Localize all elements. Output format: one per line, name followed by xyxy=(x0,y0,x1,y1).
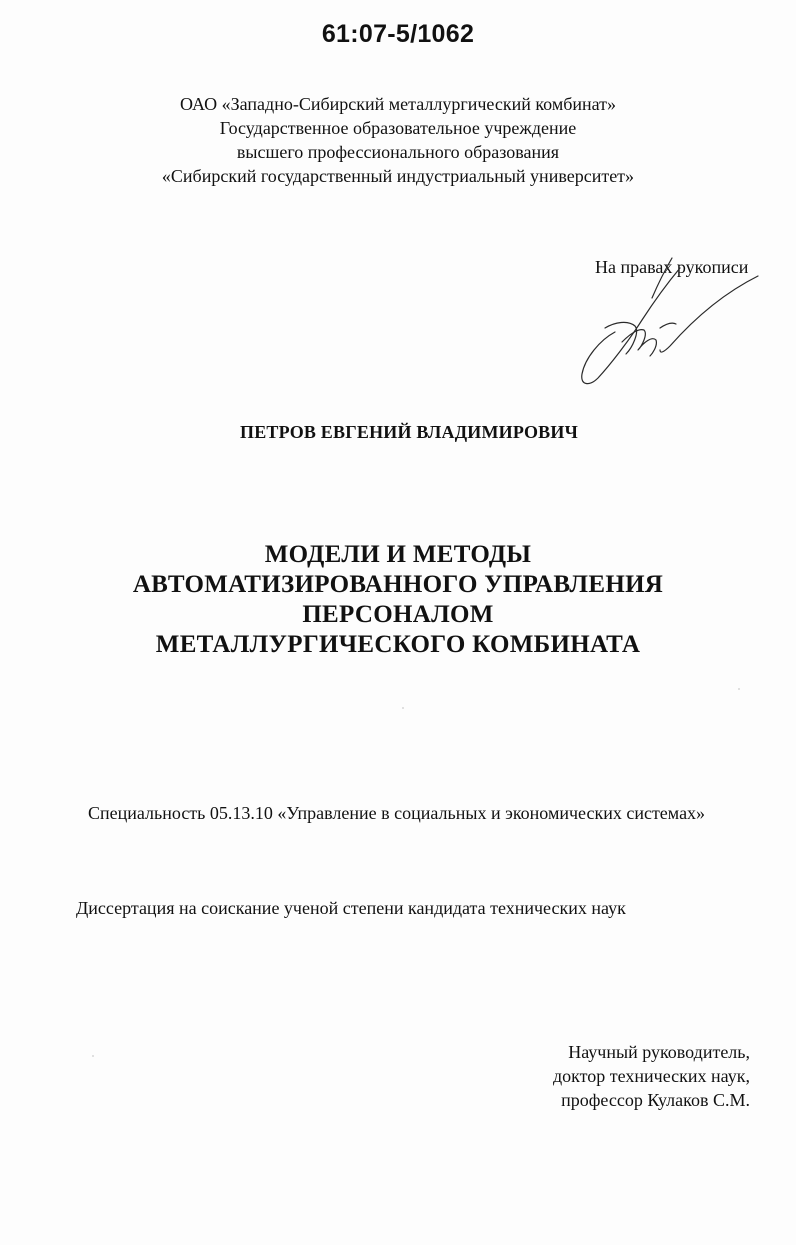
signature-stroke xyxy=(605,322,637,354)
scan-speck xyxy=(402,707,404,709)
institution-line: ОАО «Западно-Сибирский металлургический комбинат» xyxy=(179,94,617,114)
signature-stroke xyxy=(660,323,676,328)
catalog-code-stamp: 61:07-5/1062 xyxy=(321,20,475,48)
supervisor-line: доктор технических наук, xyxy=(553,1066,750,1086)
author-name: ПЕТРОВ ЕВГЕНИЙ ВЛАДИМИРОВИЧ xyxy=(240,422,578,442)
degree-line: Диссертация на соискание ученой степени кандидата технических наук xyxy=(76,898,626,918)
title-line: МЕТАЛЛУРГИЧЕСКОГО КОМБИНАТА xyxy=(155,631,641,658)
handwritten-signature xyxy=(560,250,760,400)
supervisor-line: Научный руководитель, xyxy=(568,1042,750,1062)
signature-stroke xyxy=(582,268,680,384)
title-line: ПЕРСОНАЛОМ xyxy=(302,601,494,628)
title-line: МОДЕЛИ И МЕТОДЫ xyxy=(264,541,532,568)
institution-line: Государственное образовательное учреждение xyxy=(219,118,577,138)
supervisor-block xyxy=(553,1040,750,1112)
institution-line: «Сибирский государственный индустриальный университет» xyxy=(161,166,635,186)
title-line: АВТОМАТИЗИРОВАННОГО УПРАВЛЕНИЯ xyxy=(132,571,664,598)
institution-block xyxy=(0,92,796,188)
manuscript-rights-note: На правах рукописи xyxy=(595,257,749,277)
supervisor-line: профессор Кулаков С.М. xyxy=(561,1090,750,1110)
institution-line: высшего профессионального образования xyxy=(236,142,560,162)
dissertation-title xyxy=(0,540,796,660)
scan-speck xyxy=(738,688,740,690)
scan-speck xyxy=(92,1055,94,1057)
signature-stroke xyxy=(660,276,758,352)
specialty-line: Специальность 05.13.10 «Управление в социальных и экономических системах» xyxy=(88,803,706,823)
